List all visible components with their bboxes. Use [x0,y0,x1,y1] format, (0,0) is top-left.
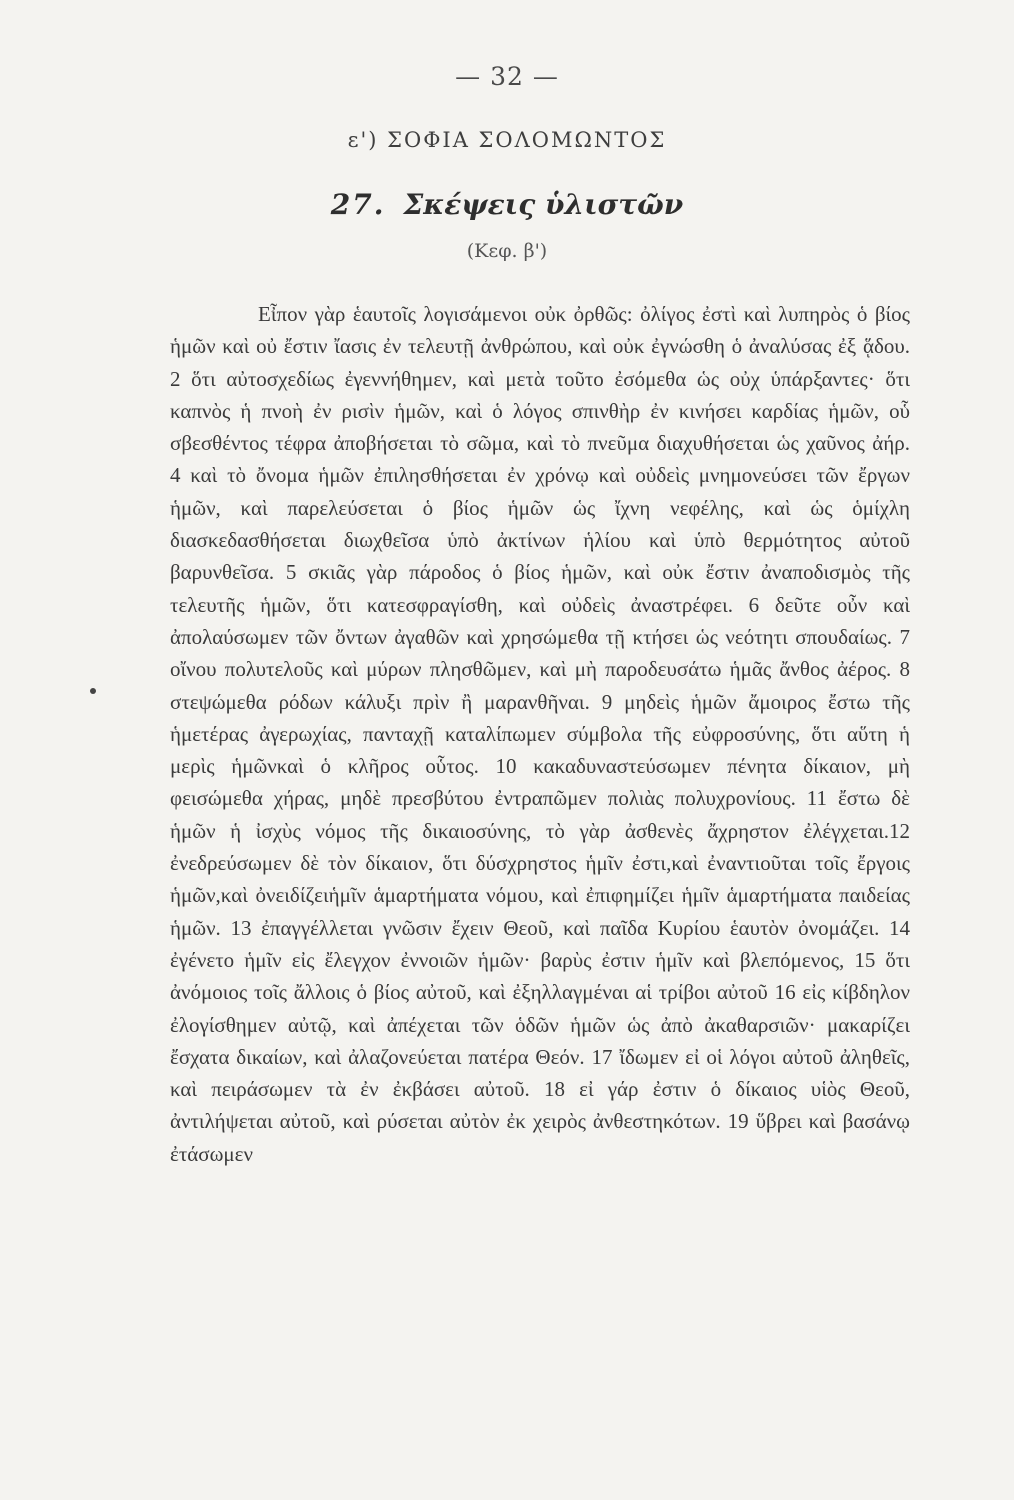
chapter-subtitle: (Κεφ. β') [466,240,548,262]
margin-mark [90,688,96,694]
chapter-title-text: Σκέψεις ὑλιστῶν [403,188,684,221]
body-paragraph: Εἶπον γὰρ ἑαυτοῖς λογισάμενοι οὐκ ὀρθῶς: ὀλίγος ἐστὶ καὶ λυπηρὸς ὁ βίος ἡμῶν καὶ οὐ ἔστιν ἴασις ἐν τελευτῇ ἀνθρώπου, καὶ οὐκ ἐγνώσθη ὁ ἀναλύσας ἐξ ᾅδου. 2 ὅτι αὐτοσχεδίως ἐγεννήθημεν, καὶ μετὰ τοῦτο ἐσόμεθα ὡς οὐχ ὑπάρξαντες· ὅτι καπνὸς ἡ πνοὴ ἐν ρισὶν ἡμῶν, καὶ ὁ λόγος σπινθὴρ ἐν κινήσει καρδίας ἡμῶν, οὗ σβεσθέντος τέφρα ἀποβήσεται τὸ σῶμα, καὶ τὸ πνεῦμα διαχυθήσεται ὡς χαῦνος ἀήρ. 4 καὶ τὸ ὄνομα ἡμῶν ἐπιλησθήσεται ἐν χρόνῳ καὶ οὐδεὶς μνημονεύσει τῶν ἔργων ἡμῶν, καὶ παρελεύσεται ὁ βίος ἡμῶν ὡς ἴχνη νεφέλης, καὶ ὡς ὁμίχλη διασκεδασθήσεται διωχθεῖσα ὑπὸ ἀκτίνων ἡλίου καὶ ὑπὸ θερμότητος αὐτοῦ βαρυνθεῖσα. 5 σκιᾶς γὰρ πάροδος ὁ βίος ἡμῶν, καὶ οὐκ ἔστιν ἀναποδισμὸς τῆς τελευτῆς ἡμῶν, ὅτι κατεσφραγίσθη, καὶ οὐδεὶς ἀναστρέφει. 6 δεῦτε οὖν καὶ ἀπολαύσωμεν τῶν ὄντων ἀγαθῶν καὶ χρησώμεθα τῇ κτήσει ὡς νεότητι σπουδαίως. 7 οἴνου πολυτελοῦς καὶ μύρων πλησθῶμεν, καὶ μὴ παροδευσάτω ἡμᾶς ἄνθος ἀέρος. 8 στεψώμεθα ρόδων κάλυξι πρὶν ἢ μαρανθῆναι. 9 μηδεὶς ἡμῶν ἄμοιρος ἔστω τῆς ἡμετέρας ἀγερωχίας, πανταχῇ καταλίπωμεν σύμβολα τῆς εὐφροσύνης, ὅτι αὕτη ἡ μερὶς ἡμῶνκαὶ ὁ κλῆρος οὗτος. 10 κακαδυναστεύσωμεν πένητα δίκαιον, μὴ φεισώμεθα χήρας, μηδὲ πρεσβύτου ἐντραπῶμεν πολιὰς πολυχρονίους. 11 ἔστω δὲ ἡμῶν ἡ ἰσχὺς νόμος τῆς δικαιοσύνης, τὸ γὰρ ἀσθενὲς ἄχρηστον ἐλέγχεται.12 ἐνεδρεύσωμεν δὲ τὸν δίκαιον, ὅτι δύσχρηστος ἡμῖν ἐστι,καὶ ἐναντιοῦται τοῖς ἔργοις ἡμῶν,καὶ ὀνειδίζειἡμῖν ἁμαρτήματα νόμου, καὶ ἐπιφημίζει ἡμῖν ἁμαρτήματα παιδείας ἡμῶν. 13 ἐπαγγέλλεται γνῶσιν ἔχειν Θεοῦ, καὶ παῖδα Κυρίου ἑαυτὸν ὀνομάζει. 14 ἐγένετο ἡμῖν εἰς ἔλεγχον ἐννοιῶν ἡμῶν· βαρὺς ἐστιν ἡμῖν καὶ βλεπόμενος, 15 ὅτι ἀνόμοιος τοῖς ἄλλοις ὁ βίος αὐτοῦ, καὶ ἐξηλλαγμέναι αἱ τρίβοι αὐτοῦ 16 εἰς κίβδηλον ἐλογίσθημεν αὐτῷ, καὶ ἀπέχεται τῶν ὁδῶν ἡμῶν ὡς ἀπὸ ἀκαθαρσιῶν· μακαρίζει ἔσχατα δικαίων, καὶ ἀλαζονεύεται πατέρα Θεόν. 17 ἴδωμεν εἰ οἱ λόγοι αὐτοῦ ἀληθεῖς, καὶ πειράσωμεν τὰ ἐν ἐκβάσει αὐτοῦ. 18 εἰ γάρ ἐστιν ὁ δίκαιος υἱὸς Θεοῦ, ἀντιλήψεται αὐτοῦ, καὶ ρύσεται αὐτὸν ἐκ χειρὸς ἀνθεστηκότων. 19 ὕβρει καὶ βασάνῳ ἐτάσωμεν [170,302,910,1166]
chapter-title [0,188,1014,221]
section-heading: ε') ΣΟΦΙΑ ΣΟΛΟΜΩΝΤΟΣ [347,128,667,152]
chapter-number: 27. [330,188,386,221]
page-number: — 32 — [455,62,559,91]
